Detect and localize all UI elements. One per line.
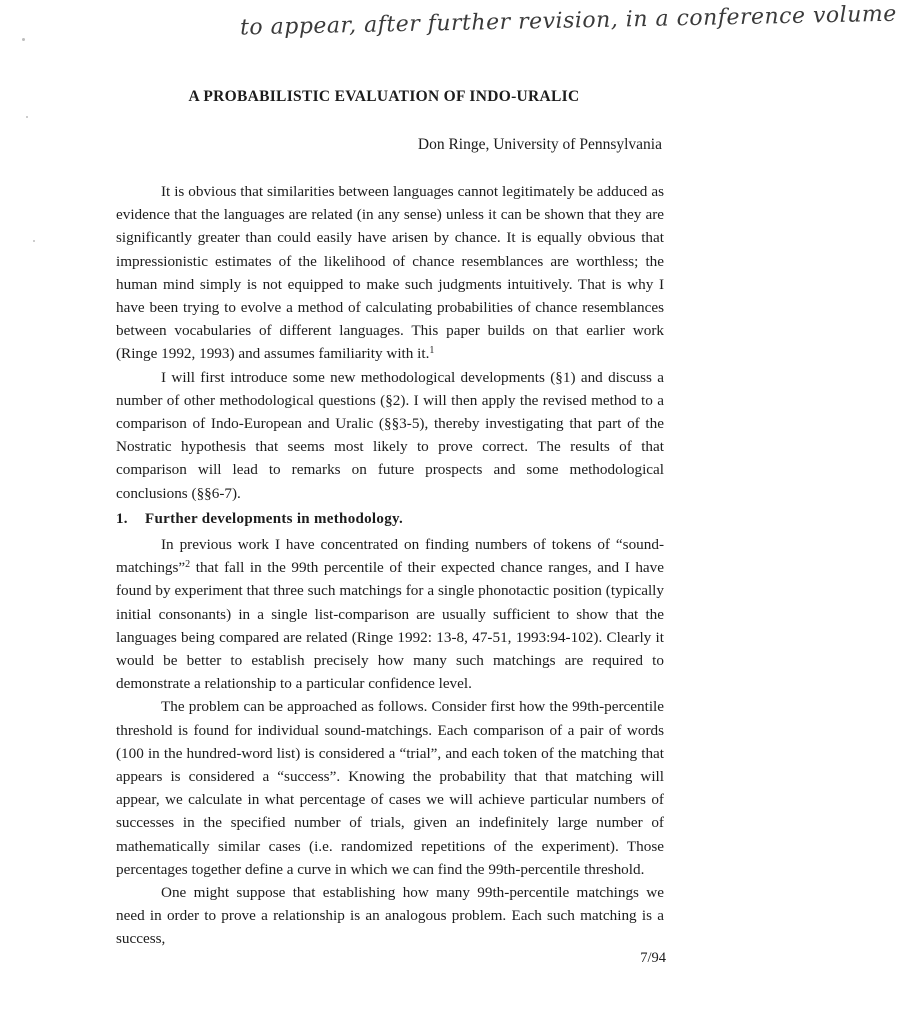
section-number: 1. [116, 511, 128, 527]
section-title: Further developments in methodology. [145, 511, 404, 527]
section1-paragraph-3: One might suppose that establishing how many 99th-percentile matchings we need in order to prove a relationship is an analogous problem. Each such matching is a success, [116, 884, 664, 948]
page-number: 7/94 [640, 950, 666, 966]
scan-speck [33, 240, 35, 242]
section1-body [116, 533, 664, 951]
section-heading [116, 511, 403, 528]
handwritten-annotation: to appear, after further revision, in a conference volume [239, 1, 897, 41]
intro-section [116, 180, 664, 505]
intro-paragraph-2: I will first introduce some new methodological developments (§1) and discuss a number of other methodological questions (§2). I will then apply the revised method to a comparison of Indo-European and Uralic (§§3-5), thereby investigating that part of the Nostratic hypothesis that seems most likely to prove correct. The results of that comparison will lead to remarks on future prospects and some methodological conclusions (§§6-7). [116, 368, 664, 502]
paper-title: A PROBABILISTIC EVALUATION OF INDO-URALIC [188, 88, 580, 105]
section1-paragraph-2: The problem can be approached as follows. Consider first how the 99th-percentile threshold is found for individual sound-matchings. Each comparison of a pair of words (100 in the hundred-word list) is considered a “trial”, and each token of the matching that appears is considered a “success”. Knowing the probability that that matching will appear, we calculate in what percentage of cases we will achieve particular numbers of successes in the specified number of trials, given an indefinitely large number of mathematically similar cases (i.e. randomized repetitions of the experiment). Those percentages together define a curve in which we can find the 99th-percentile threshold. [116, 698, 664, 878]
author-affiliation: Don Ringe, University of Pennsylvania [417, 136, 662, 153]
footnote-marker: 2 [185, 559, 191, 571]
intro-paragraph-1: It is obvious that similarities between languages cannot legitimately be adduced as evidence that the languages are related (in any sense) unless it can be shown that they are significantly greater than could easily have arisen by chance. It is equally obvious that impressionistic estimates of the likelihood of chance resemblances are worthless; the human mind simply is not equipped to make such judgments intuitively. That is why I have been trying to evolve a method of calculating probabilities of chance resemblances between vocabularies of different languages. This paper builds on that earlier work (Ringe 1992, 1993) and assumes familiarity with it.$^1$ [116, 183, 664, 363]
scan-speck [22, 38, 25, 41]
section1-paragraph-1: In previous work I have concentrated on finding numbers of tokens of “sound-matchings”$^2$ that fall in the 99th percentile of their expected chance ranges, and I have found by experiment that three such matchings for a single phonotactic position (typically initial consonants) in a single list-comparison are usually sufficient to show that the languages being compared are related (Ringe 1992: 13-8, 47-51, 1993:94-102). Clearly it would be better to establish precisely how many such matchings are required to demonstrate a relationship to a particular confidence level. [116, 536, 664, 693]
footnote-marker: 1 [429, 345, 435, 357]
scan-speck [26, 116, 28, 118]
